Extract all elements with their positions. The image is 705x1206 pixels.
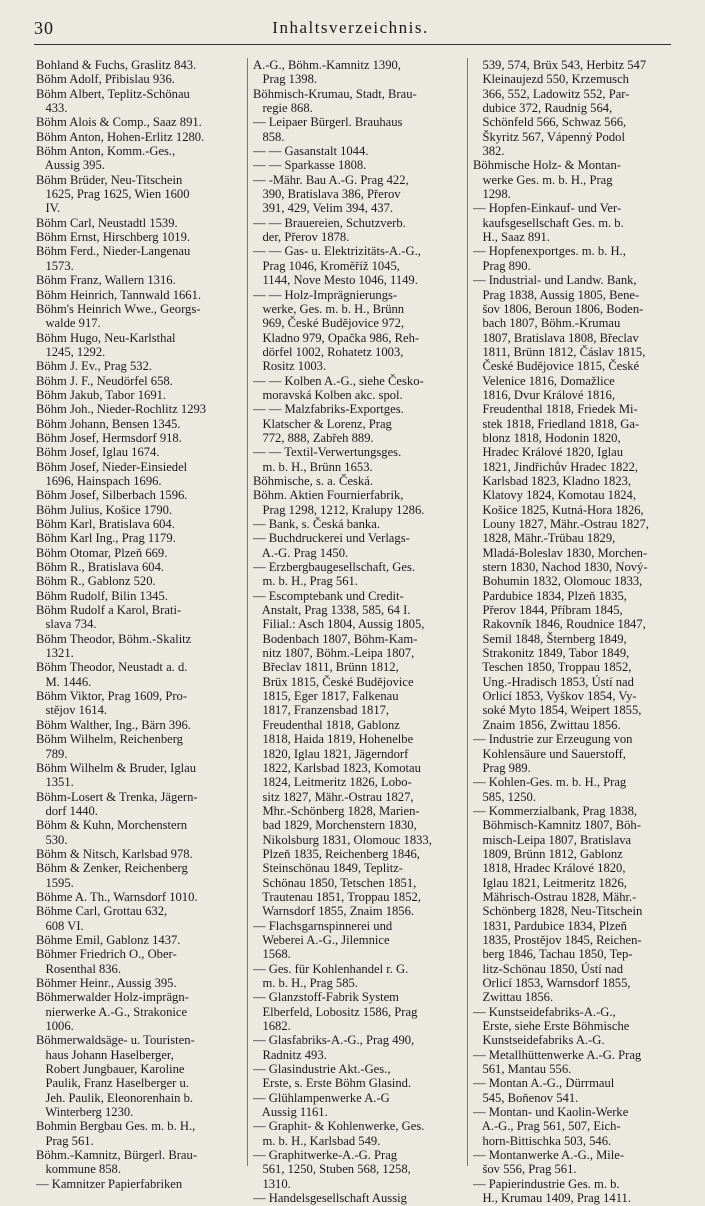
index-entry-line: Böhm & Kuhn, Morchenstern <box>36 818 188 833</box>
index-entry-line: Warnsdorf 1855, Znaim 1856. <box>253 904 415 919</box>
index-entry-line: Böhm Rudolf a Karol, Brati- <box>36 603 182 618</box>
index-entry-line: Mährisch-Ostrau 1828, Mähr.- <box>473 889 637 904</box>
index-entry-line: 608 VI. <box>36 918 84 933</box>
index-entry-line: Košice 1825, Kutná-Hora 1826, <box>473 502 644 517</box>
index-entry-line: Böhm Otomar, Plzeň 669. <box>36 545 168 560</box>
index-entry-line: Böhme Carl, Grottau 632, <box>36 904 168 919</box>
index-entry-line: Böhm R., Gablonz 520. <box>36 574 156 589</box>
index-entry-line: Böhm Jakub, Tabor 1691. <box>36 387 167 402</box>
index-entry-line: 561, Mantau 556. <box>473 1062 572 1077</box>
index-entry-line: misch-Leipa 1807, Bratislava <box>473 832 632 847</box>
index-entry-line: 1351. <box>36 775 74 790</box>
index-entry-line: — Industrial- und Landw. Bank, <box>473 273 637 288</box>
index-entry-line: 1625, Prag 1625, Wien 1600 <box>36 187 190 202</box>
index-entry-line: Prag 1046, Kroměříž 1045, <box>253 258 400 273</box>
index-entry-line: Filial.: Asch 1804, Aussig 1805, <box>253 617 425 632</box>
index-entry-line: — — Malzfabriks-Exportges. <box>253 402 404 417</box>
index-entry-line: Böhmische Holz- & Montan- <box>473 158 621 173</box>
index-entry-line: Böhm Julius, Košice 1790. <box>36 502 173 517</box>
index-entry-line: — Glühlampenwerke A.-G <box>253 1090 390 1105</box>
index-entry-line: 1298. <box>473 187 511 202</box>
index-entry-line: Plzeň 1835, Reichenberg 1846, <box>253 846 420 861</box>
index-entry-line: 1568. <box>253 947 291 962</box>
index-entry-line: 789. <box>36 746 68 761</box>
index-entry-line: Böhm Joh., Nieder-Rochlitz 1293 <box>36 402 207 417</box>
index-entry-line: Bohmin Bergbau Ges. m. b. H., <box>36 1119 196 1134</box>
index-entry-line: Brüx 1815, České Budějovice <box>253 674 414 689</box>
index-entry-line: — Erzbergbaugesellschaft, Ges. <box>253 560 416 575</box>
index-entry-line: Böhmisch-Kamnitz 1807, Böh- <box>473 818 641 833</box>
index-entry-line: Mladá-Boleslav 1830, Morchen- <box>473 545 648 560</box>
index-entry-line: M. 1446. <box>36 674 92 689</box>
index-entry-line: — Handelsgesellschaft Aussig <box>253 1191 407 1206</box>
index-entry-line: — — Brauereien, Schutzverb. <box>253 215 406 230</box>
index-entry-line: 1831, Pardubice 1834, Plzeň <box>473 918 627 933</box>
index-entry-line: Böhm R., Bratislava 604. <box>36 560 165 575</box>
index-entry-line: — Montanwerke A.-G., Mile- <box>473 1148 625 1163</box>
index-entry-line: — — Sparkasse 1808. <box>253 158 367 173</box>
index-entry-line: Freudenthal 1818, Gablonz <box>253 717 400 732</box>
index-entry-line: Elberfeld, Lobositz 1586, Prag <box>253 1004 418 1019</box>
index-entry-line: Aussig 395. <box>36 158 105 173</box>
column-divider <box>467 58 468 1166</box>
index-entry-line: kommune 858. <box>36 1162 122 1177</box>
index-entry-line: Böhm Karl Ing., Prag 1179. <box>36 531 176 546</box>
index-entry-line: — Flachsgarnspinnerei und <box>253 918 393 933</box>
index-entry-line: Böhm Johann, Bensen 1345. <box>36 416 181 431</box>
index-entry-line: Klatovy 1824, Komotau 1824, <box>473 488 637 503</box>
index-entry-line: Böhm Josef, Nieder-Einsiedel <box>36 459 188 474</box>
index-entry-line: Böhmisch-Krumau, Stadt, Brau- <box>253 86 417 101</box>
index-entry-line: nitz 1807, Böhm.-Leipa 1807, <box>253 646 415 661</box>
index-entry-line: 1816, Dvur Králové 1816, <box>473 387 616 402</box>
index-entry-line: walde 917. <box>36 316 101 331</box>
index-entry-line: — Bank, s. Česká banka. <box>253 517 380 531</box>
index-entry-line: — — Gasanstalt 1044. <box>253 144 369 159</box>
index-entry-line: Velenice 1816, Domažlice <box>473 373 615 388</box>
page-header <box>34 18 667 40</box>
index-column-3 <box>473 58 685 1206</box>
index-entry-line: Strakonitz 1849, Tabor 1849, <box>473 646 630 661</box>
index-entry-line: — Ges. für Kohlenhandel r. G. <box>253 961 409 976</box>
index-entry-line: 1822, Karlsbad 1823, Komotau <box>253 760 421 775</box>
index-entry-line: Znaim 1856, Zwittau 1856. <box>473 717 621 732</box>
index-entry-line: — Metallhüttenwerke A.-G. Prag <box>473 1047 642 1062</box>
index-entry-line: — Glasindustrie Akt.-Ges., <box>253 1062 391 1077</box>
index-entry-line: 772, 888, Zabřeh 889. <box>253 430 374 445</box>
index-entry-line: Přerov 1844, Příbram 1845, <box>473 603 623 618</box>
index-entry-line: — — Kolben A.-G., siehe Česko- <box>253 373 424 388</box>
index-entry-line: A.-G., Böhm.-Kamnitz 1390, <box>253 58 401 72</box>
index-entry-line: Böhm Rudolf, Bilin 1345. <box>36 588 168 603</box>
index-entry-line: Bodenbach 1807, Böhm-Kam- <box>253 631 418 646</box>
index-entry-line: 1682. <box>253 1019 291 1034</box>
index-entry-line: 1818, Haida 1819, Hohenelbe <box>253 732 414 747</box>
index-entry-line: A.-G. Prag 1450. <box>253 545 349 560</box>
index-entry-line: nierwerke A.-G., Strakonice <box>36 1004 188 1019</box>
index-entry-line: dorf 1440. <box>36 803 98 818</box>
index-entry-line: Prag 1298, 1212, Kralupy 1286. <box>253 502 425 517</box>
index-entry-line: šov 556, Prag 561. <box>473 1162 577 1177</box>
index-entry-line: Nikolsburg 1831, Olomouc 1833, <box>253 832 432 847</box>
index-entry-line: 1815, Eger 1817, Falkenau <box>253 689 399 704</box>
page-number: 30 <box>34 18 54 38</box>
index-entry-line: 1696, Hainspach 1696. <box>36 473 162 488</box>
index-entry-line: — Kamnitzer Papierfabriken <box>36 1176 183 1191</box>
index-entry-line: kaufsgesellschaft Ges. m. b. <box>473 215 624 230</box>
index-entry-line: Böhm-Losert & Trenka, Jägern- <box>36 789 198 804</box>
index-entry-line: 1006. <box>36 1019 74 1034</box>
index-entry-line: moravská Kolben akc. spol. <box>253 387 403 402</box>
index-entry-line: 366, 552, Ladowitz 552, Par- <box>473 86 630 101</box>
index-entry-line: Böhmer Heinr., Aussig 395. <box>36 976 177 990</box>
index-entry-line: IV. <box>36 201 61 216</box>
index-entry-line: Böhm. Aktien Fournierfabrik, <box>253 488 404 503</box>
index-entry-line: Böhm Alois & Comp., Saaz 891. <box>36 115 202 130</box>
index-entry-line: Bohland & Fuchs, Graslitz 843. <box>36 58 197 72</box>
index-entry-line: 530. <box>36 832 68 847</box>
index-entry-line: Hradec Králové 1820, Iglau <box>473 445 624 460</box>
index-entry-line: 1824, Leitmeritz 1826, Lobo- <box>253 775 412 790</box>
index-entry-line: Prag 989. <box>473 760 531 775</box>
index-entry-line: Paulik, Franz Haselberger u. <box>36 1076 189 1091</box>
index-entry-line: Klatscher & Lorenz, Prag <box>253 416 392 431</box>
index-entry-line: Böhm J. F., Neudörfel 658. <box>36 373 173 388</box>
index-entry-line: Böhm Heinrich, Tannwald 1661. <box>36 287 202 302</box>
index-entry-line: Robert Jungbauer, Karoline <box>36 1062 185 1077</box>
index-entry-line: litz-Schönau 1850, Ústí nad <box>473 961 624 976</box>
index-entry-line: — Hopfenexportges. m. b. H., <box>473 244 626 259</box>
index-entry-line: Böhm Hugo, Neu-Karlsthal <box>36 330 176 345</box>
index-entry-line: Erste, siehe Erste Böhmische <box>473 1019 630 1034</box>
index-entry-line: 1821, Jindřichův Hradec 1822, <box>473 459 639 474</box>
index-entry-line: m. b. H., Karlsbad 549. <box>253 1133 381 1148</box>
index-entry-line: — Hopfen-Einkauf- und Ver- <box>473 201 622 216</box>
index-entry-line: — Papierindustrie Ges. m. b. <box>473 1176 620 1191</box>
index-entry-line: sitz 1827, Mähr.-Ostrau 1827, <box>253 789 414 804</box>
index-entry-line: Böhm Viktor, Prag 1609, Pro- <box>36 689 188 704</box>
index-entry-line: — Kunstseidefabriks-A.-G., <box>473 1004 616 1019</box>
index-entry-line: Louny 1827, Mähr.-Ostrau 1827, <box>473 517 649 531</box>
index-entry-line: Böhm Wilhelm, Reichenberg <box>36 732 183 747</box>
index-entry-line: Böhmische, s. a. Česká. <box>253 473 373 488</box>
index-entry-line: m. b. H., Prag 585. <box>253 976 358 990</box>
index-entry-line: 390, Bratislava 386, Přerov <box>253 187 401 202</box>
index-entry-line: Kladno 979, Opačka 986, Reh- <box>253 330 420 345</box>
index-entry-line: bad 1829, Morchenstern 1830, <box>253 818 417 833</box>
index-entry-line: stějov 1614. <box>36 703 108 718</box>
index-entry-line: Rosenthal 836. <box>36 961 122 976</box>
index-entry-line: regie 868. <box>253 101 313 116</box>
index-entry-line: 391, 429, Velim 394, 437. <box>253 201 394 216</box>
index-entry-line: Karlsbad 1823, Kladno 1823, <box>473 473 632 488</box>
index-entry-line: dubice 372, Raudnig 564, <box>473 101 613 116</box>
index-entry-line: Ung.-Hradisch 1853, Ústí nad <box>473 674 634 689</box>
index-entry-line: Böhm Josef, Iglau 1674. <box>36 445 160 460</box>
index-entry-line: Böhmerwalder Holz-imprägn- <box>36 990 189 1005</box>
index-entry-line: Böhm Theodor, Böhm.-Skalitz <box>36 631 192 646</box>
index-entry-line: Böhmer Friedrich O., Ober- <box>36 947 177 962</box>
index-entry-line: 1835, Prostějov 1845, Reichen- <box>473 932 642 947</box>
index-entry-line: Orlicí 1853, Warnsdorf 1855, <box>473 976 631 990</box>
index-entry-line: 382. <box>473 144 505 159</box>
index-entry-line: Prag 1838, Aussig 1805, Bene- <box>473 287 640 302</box>
index-entry-line: m. b. H., Prag 561. <box>253 574 358 589</box>
index-entry-line: — Kommerzialbank, Prag 1838, <box>473 803 638 818</box>
index-entry-line: — Escomptebank und Credit- <box>253 588 404 603</box>
index-entry-line: Steinschönau 1849, Teplitz- <box>253 861 403 876</box>
index-entry-line: — — Gas- u. Elektrizitäts-A.-G., <box>253 244 421 259</box>
index-entry-line: Böhm Albert, Teplitz-Schönau <box>36 86 190 101</box>
index-entry-line: 1321. <box>36 646 74 661</box>
index-entry-line: blonz 1818, Hodonin 1820, <box>473 430 621 445</box>
index-entry-line: Radnitz 493. <box>253 1047 327 1062</box>
index-entry-line: Böhm's Heinrich Wwe., Georgs- <box>36 301 201 316</box>
index-entry-line: 1809, Brünn 1812, Gablonz <box>473 846 623 861</box>
index-entry-line: Schönfeld 566, Schwaz 566, <box>473 115 627 130</box>
index-entry-line: Böhm & Nitsch, Karlsbad 978. <box>36 846 193 861</box>
index-entry-line: Böhme A. Th., Warnsdorf 1010. <box>36 889 198 904</box>
index-entry-line: Böhm J. Ev., Prag 532. <box>36 359 153 374</box>
index-entry-line: Škyritz 567, Vápenný Podol <box>473 129 625 144</box>
index-entry-line: 1310. <box>253 1176 291 1191</box>
index-entry-line: — Industrie zur Erzeugung von <box>473 732 633 747</box>
index-entry-line: Semil 1848, Šternberg 1849, <box>473 631 627 646</box>
index-entry-line: Jeh. Paulik, Eleonorenhain b. <box>36 1090 194 1105</box>
index-entry-line: 1807, Bratislava 1808, Břeclav <box>473 330 639 345</box>
index-entry-line: Böhm & Zenker, Reichenberg <box>36 861 188 876</box>
index-entry-line: — Glanzstoff-Fabrik System <box>253 990 399 1005</box>
index-entry-line: 1573. <box>36 258 74 273</box>
index-entry-line: m. b. H., Brünn 1653. <box>253 459 373 474</box>
index-entry-line: Böhm Theodor, Neustadt a. d. <box>36 660 188 675</box>
index-entry-line: Böhm Walther, Ing., Bärn 396. <box>36 717 191 732</box>
index-entry-line: Böhm Ernst, Hirschberg 1019. <box>36 230 191 245</box>
index-entry-line: H., Saaz 891. <box>473 230 550 245</box>
index-entry-line: Böhm Ferd., Nieder-Langenau <box>36 244 191 259</box>
page-title: Inhaltsverzeichnis. <box>272 18 429 37</box>
index-entry-line: 585, 1250. <box>473 789 536 804</box>
index-entry-line: Kleinaujezd 550, Krzemusch <box>473 72 629 87</box>
index-entry-line: slava 734. <box>36 617 97 632</box>
index-entry-line: 1820, Iglau 1821, Jägerndorf <box>253 746 409 761</box>
index-entry-line: — Glasfabriks-A.-G., Prag 490, <box>253 1033 415 1048</box>
index-entry-line: Böhme Emil, Gablonz 1437. <box>36 932 181 947</box>
index-entry-line: 561, 1250, Stuben 568, 1258, <box>253 1162 411 1177</box>
index-entry-line: Weberei A.-G., Jilemnice <box>253 932 390 947</box>
index-entry-line: 1811, Brünn 1812, Čáslav 1815, <box>473 344 646 359</box>
index-entry-line: werke, Ges. m. b. H., Brünn <box>253 301 405 316</box>
index-entry-line: 1245, 1292. <box>36 344 106 359</box>
index-entry-line: Böhmerwaldsäge- u. Touristen- <box>36 1033 195 1048</box>
index-entry-line: 539, 574, Brüx 543, Herbitz 547 <box>473 58 647 72</box>
index-entry-line: A.-G., Prag 561, 507, Eich- <box>473 1119 621 1134</box>
index-entry-line: Bohumin 1832, Olomouc 1833, <box>473 574 643 589</box>
index-entry-line: der, Přerov 1878. <box>253 230 350 245</box>
index-entry-line: Zwittau 1856. <box>473 990 554 1005</box>
index-entry-line: 433. <box>36 101 68 116</box>
index-entry-line: Orlicí 1853, Vyškov 1854, Vy- <box>473 689 637 704</box>
index-entry-line: — Montan- und Kaolin-Werke <box>473 1105 629 1120</box>
index-entry-line: — -Mähr. Bau A.-G. Prag 422, <box>253 172 409 187</box>
index-entry-line: Böhm Josef, Hermsdorf 918. <box>36 430 182 445</box>
index-entry-line: — Montan A.-G., Dürrmaul <box>473 1076 615 1091</box>
index-entry-line: Böhm Anton, Hohen-Erlitz 1280. <box>36 129 205 144</box>
index-entry-line: Böhm Carl, Neustadtl 1539. <box>36 215 178 230</box>
index-entry-line: 969, České Budějovice 972, <box>253 316 405 331</box>
index-entry-line: Böhm Anton, Komm.-Ges., <box>36 144 176 159</box>
index-entry-line: Böhm.-Kamnitz, Bürgerl. Brau- <box>36 1148 198 1163</box>
index-entry-line: Prag 1398. <box>253 72 318 87</box>
index-entry-line: Freudenthal 1818, Friedek Mi- <box>473 402 638 417</box>
index-entry-line: Rakovník 1846, Roudnice 1847, <box>473 617 646 632</box>
index-entry-line: Schönberg 1828, Neu-Titschein <box>473 904 643 919</box>
index-entry-line: Böhm Adolf, Přibislau 936. <box>36 72 175 87</box>
index-entry-line: horn-Bittischka 503, 546. <box>473 1133 612 1148</box>
index-entry-line: Winterberg 1230. <box>36 1105 134 1120</box>
index-entry-line: — Graphit- & Kohlenwerke, Ges. <box>253 1119 425 1134</box>
index-entry-line: — Graphitwerke-A.-G. Prag <box>253 1148 398 1163</box>
index-entry-line: 1817, Franzensbad 1817, <box>253 703 390 718</box>
index-entry-line: Böhm Josef, Silberbach 1596. <box>36 488 188 503</box>
index-entry-line: Böhm Franz, Wallern 1316. <box>36 273 176 288</box>
index-entry-line: dörfel 1002, Rohatetz 1003, <box>253 344 404 359</box>
index-entry-line: bach 1807, Böhm.-Krumau <box>473 316 621 331</box>
index-entry-line: Anstalt, Prag 1338, 585, 64 I. <box>253 603 411 618</box>
index-entry-line: Böhm Wilhelm & Bruder, Iglau <box>36 760 197 775</box>
index-entry-line: Mhr.-Schönberg 1828, Marien- <box>253 803 420 818</box>
index-entry-line: stek 1818, Friedland 1818, Ga- <box>473 416 640 431</box>
index-entry-line: Prag 890. <box>473 258 531 273</box>
index-entry-line: Böhm Karl, Bratislava 604. <box>36 517 175 531</box>
index-entry-line: Rositz 1003. <box>253 359 327 374</box>
index-entry-line: Trautenau 1851, Troppau 1852, <box>253 889 421 904</box>
index-entry-line: — Buchdruckerei und Verlags- <box>253 531 410 546</box>
index-entry-line: Kunstseidefabriks A.-G. <box>473 1033 605 1048</box>
index-entry-line: — Leipaer Bürgerl. Brauhaus <box>253 115 403 130</box>
index-entry-line: Erste, s. Erste Böhm Glasind. <box>253 1076 412 1091</box>
index-entry-line: berg 1846, Tachau 1850, Tep- <box>473 947 633 962</box>
index-entry-line: — Kohlen-Ges. m. b. H., Prag <box>473 775 627 790</box>
index-entry-line: Břeclav 1811, Brünn 1812, <box>253 660 399 675</box>
index-entry-line: Teschen 1850, Troppau 1852, <box>473 660 632 675</box>
index-entry-line: 1828, Mähr.-Trübau 1829, <box>473 531 616 546</box>
index-entry-line: 1595. <box>36 875 74 890</box>
index-entry-line: stern 1830, Nachod 1830, Nový- <box>473 560 648 575</box>
index-entry-line: Kohlensäure und Sauerstoff, <box>473 746 626 761</box>
index-entry-line: 1818, Hradec Králové 1820, <box>473 861 626 876</box>
index-entry-line: haus Johann Haselberger, <box>36 1047 174 1062</box>
index-column-2 <box>253 58 465 1206</box>
index-entry-line: Iglau 1821, Leitmeritz 1826, <box>473 875 627 890</box>
index-entry-line: šov 1806, Beroun 1806, Boden- <box>473 301 644 316</box>
index-entry-line: Böhm Brüder, Neu-Titschein <box>36 172 183 187</box>
index-entry-line: Prag 561. <box>36 1133 94 1148</box>
header-rule <box>34 44 671 45</box>
index-entry-line: Schönau 1850, Tetschen 1851, <box>253 875 417 890</box>
index-entry-line: České Budějovice 1815, České <box>473 359 640 374</box>
index-entry-line: Aussig 1161. <box>253 1105 328 1120</box>
index-entry-line: — — Holz-Imprägnierungs- <box>253 287 398 302</box>
index-entry-line: werke Ges. m. b. H., Prag <box>473 172 613 187</box>
index-entry-line: Pardubice 1834, Plzeň 1835, <box>473 588 627 603</box>
index-column-1 <box>36 58 248 1191</box>
index-entry-line: — — Textil-Verwertungsges. <box>253 445 402 460</box>
index-entry-line: H., Krumau 1409, Prag 1411. <box>473 1191 631 1206</box>
index-entry-line: soké Myto 1854, Weipert 1855, <box>473 703 642 718</box>
index-entry-line: 1144, Nove Mesto 1046, 1149. <box>253 273 418 288</box>
index-entry-line: 858. <box>253 129 285 144</box>
index-entry-line: 545, Boňenov 541. <box>473 1090 579 1105</box>
